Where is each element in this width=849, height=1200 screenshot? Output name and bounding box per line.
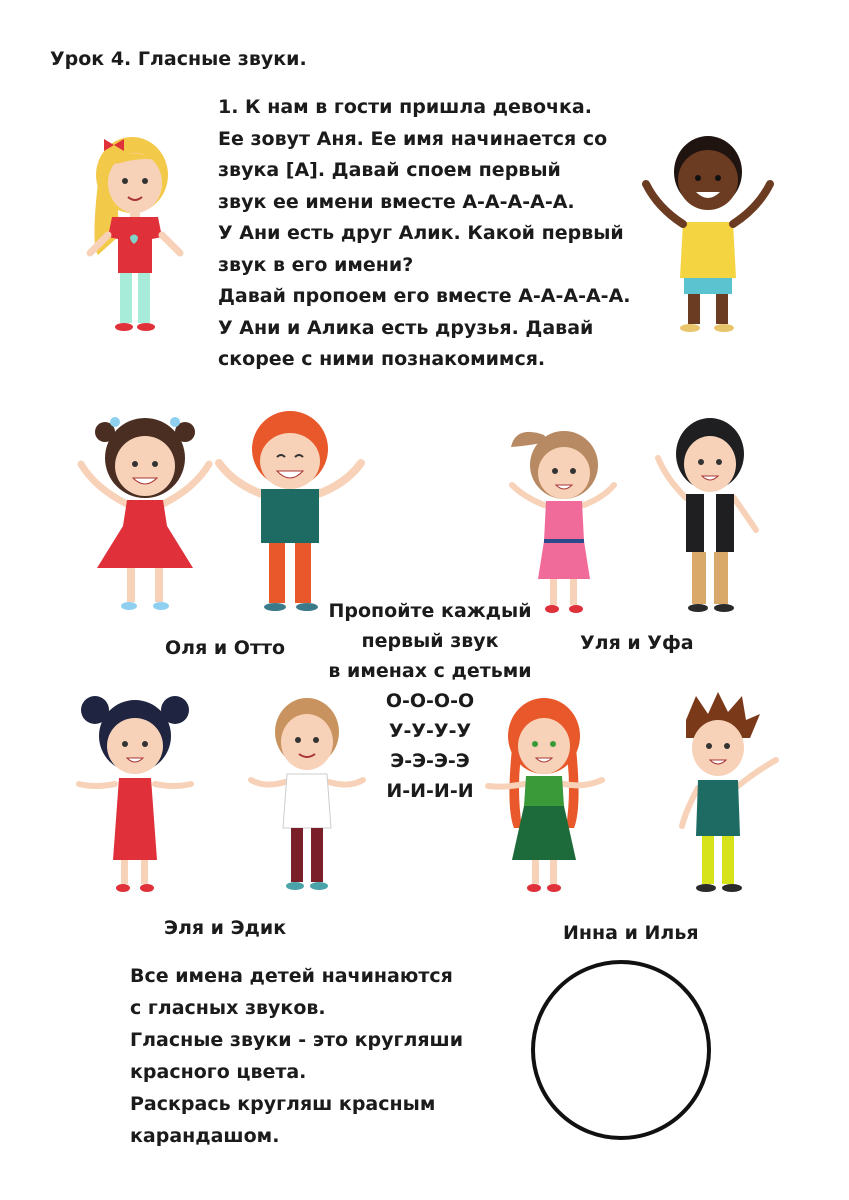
intro-line: скорее с ними познакомимся. — [218, 348, 546, 370]
ufa-illustration — [652, 408, 762, 618]
caption-olya-otto: Оля и Отто — [165, 637, 286, 659]
sing-line: первый звук — [361, 630, 499, 652]
elya-illustration — [75, 688, 195, 898]
intro-line: У Ани и Алика есть друзья. Давай — [218, 316, 594, 339]
chant-line: Э-Э-Э-Э — [390, 750, 470, 772]
intro-line: Ее зовут Аня. Ее имя начинается со — [218, 127, 608, 150]
instruction-line: Все имена детей начинаются — [130, 965, 453, 987]
chant-line: И-И-И-И — [386, 780, 474, 802]
vowel-instructions — [130, 960, 490, 1152]
page-title: Урок 4. Гласные звуки. — [50, 48, 307, 70]
sing-instructions — [315, 596, 545, 806]
intro-line: звук в его имени? — [218, 253, 414, 276]
caption-ulya-ufa: Уля и Уфа — [580, 632, 694, 654]
caption-elya-edik: Эля и Эдик — [164, 917, 287, 939]
caption-inna-ilya: Инна и Илья — [563, 922, 699, 944]
coloring-circle[interactable] — [531, 960, 711, 1140]
ilya-illustration — [662, 690, 782, 900]
chant-line: У-У-У-У — [388, 720, 472, 742]
instruction-line: карандашом. — [130, 1125, 280, 1147]
sing-line: Пропойте каждый — [328, 600, 532, 622]
olya-illustration — [75, 408, 215, 618]
instruction-line: красного цвета. — [130, 1061, 307, 1083]
intro-line: Давай пропоем его вместе А-А-А-А-А. — [218, 285, 631, 307]
instruction-line: Раскрась кругляш красным — [130, 1093, 436, 1115]
instruction-line: с гласных звуков. — [130, 997, 326, 1019]
sing-line: в именах с детьми — [328, 660, 532, 682]
intro-line: 1. К нам в гости пришла девочка. — [218, 96, 592, 118]
intro-line: звук ее имени вместе А-А-А-А-А. — [218, 190, 575, 213]
ulya-illustration — [506, 405, 616, 620]
instruction-line: Гласные звуки - это кругляши — [130, 1029, 464, 1051]
otto-illustration — [215, 405, 365, 620]
chant-line: О-О-О-О — [385, 690, 475, 712]
intro-line: звука [А]. Давай споем первый — [218, 159, 561, 181]
alik-illustration — [638, 128, 778, 338]
anya-illustration — [80, 125, 190, 340]
intro-text — [218, 92, 658, 376]
intro-line: У Ани есть друг Алик. Какой первый — [218, 222, 624, 244]
